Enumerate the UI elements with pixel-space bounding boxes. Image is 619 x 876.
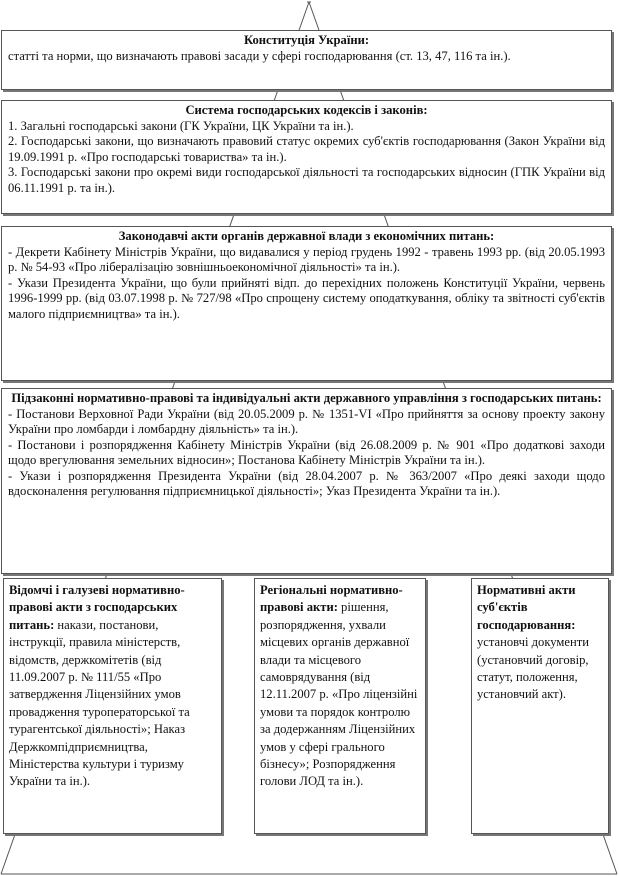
block-text: статті та норми, що визначають правові засади у сфері господарювання (ст. 13, 47, 116 та ін.).: [8, 48, 511, 63]
block-text: 3. Господарські закони про окремі види господарської діяльності та господарських відносин (ГПК України від 06.11.1991 р. та ін.).: [8, 165, 605, 195]
column-text: накази, постанови, інструкції, правила міністерств, відомств, держкомітетів (від 11.09.2007 р. № 111/55 «Про затвердження Ліцензійних умов провадження туроператорської та турагентської діяльності»; Наказ Держкомпідприємництва, Міністерства культури і туризму України та ін.).: [9, 617, 190, 789]
block-text: - Декрети Кабінету Міністрів України, що видавалися у період грудень 1992 - травень 1993 рр. (від 20.05.1993 р. № 54-93 «Про лібералізацію зовнішньоекономічної діяльності» та ін.).: [8, 244, 605, 274]
block-text: - Постанови і розпорядження Кабінету Міністрів України (від 26.08.2009 р. № 901 «Про додаткові заходи щодо врегулювання земельних відносин»; Постанова Кабінету Міністрів України та ін.).: [8, 437, 605, 467]
block-title: Законодавчі акти органів державної влади з економічних питань:: [118, 229, 495, 243]
codes-laws-block: [1, 100, 612, 214]
departmental-acts-column: [3, 578, 222, 834]
block-title: Підзаконні нормативно-правові та індивідуальні акти державного управління з господарських питань:: [11, 391, 602, 405]
column-text: рішення, розпорядження, ухвали місцевих органів державної влади та місцевого самоврядування (від 12.11.2007 р. «Про ліцензійні умови та порядок контролю за додержанням Ліцензійних умов у сфері грального бізнесу»; Розпорядження голови ЛОД та ін.).: [260, 600, 418, 789]
block-text: 2. Господарські закони, що визначають правовий статус окремих суб'єктів господарювання (Закон України від 19.09.1991 р. «Про господарські товариства» та ін.).: [8, 134, 605, 164]
column-title: Відомчі і галузеві нормативно-правові акти з господарських питань:: [9, 583, 185, 632]
regional-acts-column: [254, 578, 426, 834]
column-title: Регіональні нормативно-правові акти:: [260, 583, 403, 615]
block-title: Система господарських кодексів і законів:: [185, 103, 428, 117]
block-text: 1. Загальні господарські закони (ГК України, ЦК України та ін.).: [8, 118, 354, 133]
constitution-block: [1, 30, 612, 90]
subordinate-acts-block: [1, 388, 612, 574]
block-text: - Укази і розпорядження Президента України (від 28.04.2007 р. № 363/2007 «Про деякі заходи щодо вдосконалення регулювання підприємницької діяльності»; Указ Президента України та ін.).: [8, 468, 605, 498]
block-title: Конституція України:: [243, 33, 370, 47]
block-text: - Постанови Верховної Ради України (від 20.05.2009 р. № 1351-VI «Про прийняття за основу проекту закону України про ломбарди і ломбардну діяльність» та ін.).: [8, 406, 605, 436]
business-entities-acts-column: [471, 578, 609, 834]
block-text: - Укази Президента України, що були прийняті відп. до перехідних положень Конституції України, червень 1996-1999 рр. (від 03.07.1998 р. № 727/98 «Про спрощену систему оподаткування, обліку та звітності суб'єктів малого підприємництва» та ін.).: [8, 275, 605, 321]
column-title: Нормативні акти суб'єктів господарювання:: [477, 583, 576, 632]
column-text: установчі документи (установчий договір, статут, положення, установчий акт).: [477, 635, 589, 702]
legislative-acts-block: [1, 226, 612, 381]
